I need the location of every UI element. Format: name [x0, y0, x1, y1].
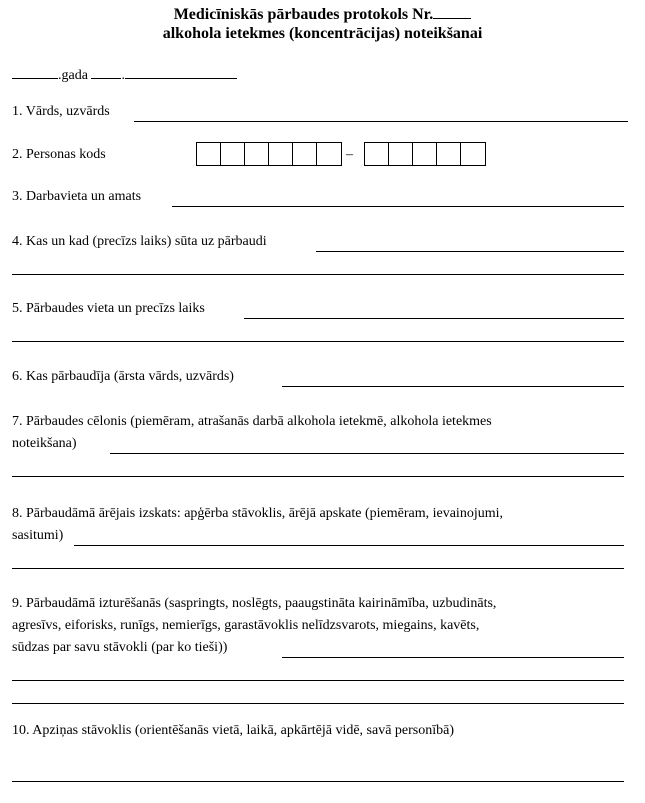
document-subtitle: alkohola ietekmes (koncentrācijas) noteikšanai: [162, 25, 483, 42]
check-place-input-line[interactable]: [244, 318, 624, 319]
field-label-behaviour-cont2: sūdzas par savu stāvokli (par ko tieši)): [12, 640, 228, 655]
code-digit-box[interactable]: [365, 143, 389, 165]
consciousness-input-line[interactable]: [12, 781, 624, 782]
code-digit-box[interactable]: [461, 143, 485, 165]
behaviour-input-line-3[interactable]: [12, 703, 624, 704]
appearance-input-line[interactable]: [74, 545, 624, 546]
appearance-input-line-2[interactable]: [12, 568, 624, 569]
field-label-reason-cont: noteikšana): [12, 436, 77, 451]
code-digit-box[interactable]: [317, 143, 341, 165]
field-label-behaviour-cont1: agresīvs, eiforisks, runīgs, nemierīgs, garastāvoklis nelīdzsvarots, miegains, kavēts,: [12, 618, 480, 633]
check-place-input-line-2[interactable]: [12, 341, 624, 342]
code-digit-box[interactable]: [245, 143, 269, 165]
field-label-appearance-cont: sasitumi): [12, 528, 64, 543]
personal-code-part2[interactable]: [364, 142, 486, 166]
referrer-input-line-2[interactable]: [12, 274, 624, 275]
workplace-input-line[interactable]: [172, 206, 624, 207]
year-field[interactable]: [12, 64, 58, 79]
personal-code-part1[interactable]: [196, 142, 342, 166]
code-digit-box[interactable]: [389, 143, 413, 165]
field-label-consciousness: 10. Apziņas stāvoklis (orientēšanās vietā, laikā, apkārtējā vidē, savā personībā): [12, 723, 455, 738]
field-label-check-place: 5. Pārbaudes vieta un precīzs laiks: [12, 301, 205, 316]
code-digit-box[interactable]: [413, 143, 437, 165]
day-field[interactable]: [91, 64, 121, 79]
field-label-behaviour: 9. Pārbaudāmā izturēšanās (saspringts, noslēgts, paaugstināta kairināmība, uzbudināts,: [12, 596, 497, 611]
month-field[interactable]: [125, 64, 237, 79]
title-line-1: Medicīniskās pārbaudes protokols Nr.: [173, 6, 434, 23]
behaviour-input-line[interactable]: [282, 657, 624, 658]
code-digit-box[interactable]: [269, 143, 293, 165]
code-digit-box[interactable]: [197, 143, 221, 165]
document-title: [0, 4, 645, 25]
year-suffix: .gada: [58, 68, 88, 83]
date-dot: .: [121, 68, 125, 83]
reason-input-line[interactable]: [110, 453, 624, 454]
code-digit-box[interactable]: [293, 143, 317, 165]
code-digit-box[interactable]: [221, 143, 245, 165]
examiner-input-line[interactable]: [282, 386, 624, 387]
field-label-appearance: 8. Pārbaudāmā ārējais izskats: apģērba stāvoklis, ārējā apskate (piemēram, ievainojumi,: [12, 506, 503, 521]
field-label-referrer: 4. Kas un kad (precīzs laiks) sūta uz pārbaudi: [12, 234, 267, 249]
date-line: [12, 64, 237, 85]
reason-input-line-2[interactable]: [12, 476, 624, 477]
personal-code-separator: –: [346, 147, 353, 162]
field-label-reason: 7. Pārbaudes cēlonis (piemēram, atrašanās darbā alkohola ietekmē, alkohola ietekmes: [12, 414, 492, 429]
name-input-line[interactable]: [134, 121, 628, 122]
field-label-workplace: 3. Darbavieta un amats: [12, 189, 142, 204]
code-digit-box[interactable]: [437, 143, 461, 165]
behaviour-input-line-2[interactable]: [12, 680, 624, 681]
field-label-name: 1. Vārds, uzvārds: [12, 104, 110, 119]
protocol-number-field[interactable]: [433, 4, 471, 19]
field-label-examiner: 6. Kas pārbaudīja (ārsta vārds, uzvārds): [12, 369, 234, 384]
field-label-personal-code: 2. Personas kods: [12, 147, 106, 162]
referrer-input-line[interactable]: [316, 251, 624, 252]
